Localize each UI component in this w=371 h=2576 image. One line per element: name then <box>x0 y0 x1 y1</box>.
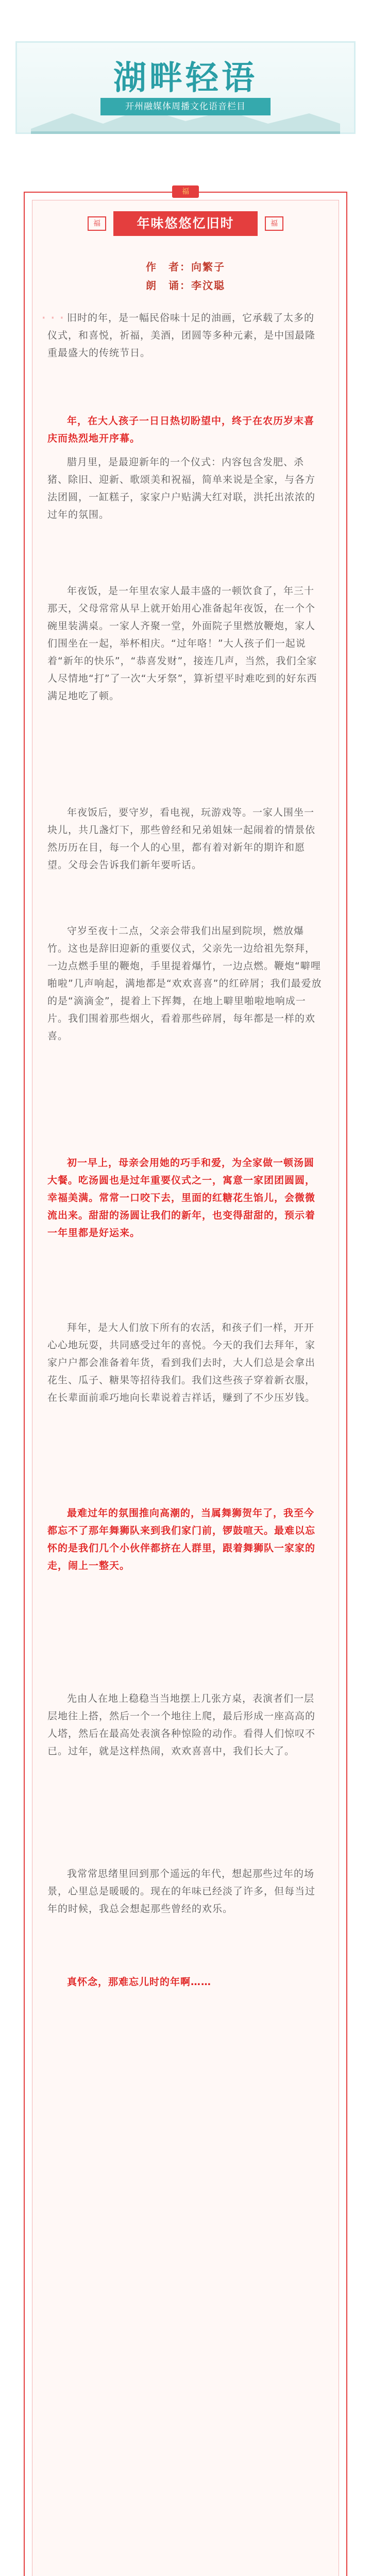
headline-ornament-left: 福 <box>88 216 106 231</box>
article-paragraph: 年夜饭，是一年里农家人最丰盛的一顿饮食了，年三十那天，父母常常从早上就开始用心准备起年夜饭，在一个个碗里装满桌。一家人齐聚一堂，外面院子里燃放鞭炮，家人们围坐在一起，举杯相庆。“过年咯！”大人孩子们一起说着“新年的快乐”，“恭喜发财”，接连几声，当然，我们全家人尽情地“打”了一次“大牙祭”，算祈望平时难吃到的好东西满足地吃了顿。 <box>47 585 317 702</box>
article-paragraph: 腊月里，是最迎新年的一个仪式：内容包含发肥、杀猪、除旧、迎新、歌颂美和祝福，简单来说是全家，与各方法团圆，一缸糕子，家家户户贴满大红对联，洪托出浓浓的过年的氛围。 <box>47 456 316 520</box>
banner-subtitle: 开州融媒体周播文化语音栏目 <box>100 98 271 115</box>
banner-title: 湖畔轻语 <box>113 59 258 97</box>
headline-ornament-right: 福 <box>265 216 283 231</box>
article-paragraph: 初一早上，母亲会用她的巧手和爱，为全家做一顿汤圆大餐。吃汤圆也是过年重要仪式之一，寓意一家团团圆圆，幸福美满。常常一口咬下去，里面的红糖花生馅儿，会微微流出来。甜甜的汤圆让我们的新年，也变得甜甜的，预示着一年里都是好运来。 <box>47 1157 316 1239</box>
article-paragraph: 我常常思绪里回到那个遥远的年代，想起那些过年的场景，心里总是暖暖的。现在的年味已经淡了许多，但每当过年的时候，我总会想起那些曾经的欢乐。 <box>47 1868 316 1914</box>
fu-tag-top: 福 <box>172 185 199 198</box>
article-paragraph: 旧时的年，是一幅民俗味十足的油画，它承载了太多的仪式，和喜悦，祈福，美酒，团圆等多种元素，是中国最隆重最盛大的传统节日。 <box>47 312 316 359</box>
dots-decoration: ··· <box>41 309 69 327</box>
reader-line: 朗 诵：李汶聪 <box>146 279 225 292</box>
article-paragraph: 守岁至夜十二点，父亲会带我们出屋到院坝，燃放爆竹。这也是辞旧迎新的重要仪式，父亲先一边给祖先祭拜，一边点燃手里的鞭炮，手里提着爆竹，一边点燃。鞭炮“噼哩啪啦”几声响起，满地都是“欢欢喜喜”的红碎屑；我们最爱放的是“滴滴金”，提着上下挥舞，在地上噼里啪啦地响成一片。我们围着那些烟火，看着那些碎屑，每年都是一样的欢喜。 <box>47 925 322 1042</box>
article-paragraph: 年夜饭后，要守岁，看电视，玩游戏等。一家人围坐一块儿，共几盏灯下，那些曾经和兄弟姐妹一起闹着的情景依然历历在目，每一个人的心里，都有着对新年的期许和愿望。父母会告诉我们新年要听话。 <box>47 807 316 871</box>
banner <box>0 0 371 170</box>
article-paragraph: 真怀念，那难忘儿时的年啊…… <box>67 1976 212 1988</box>
article-paragraph: 先由人在地上稳稳当当地摆上几张方桌，表演者们一层层地往上搭，然后一个一个地往上爬，最后形成一座高高的人塔，然后在最高处表演各种惊险的动作。看得人们惊叹不已。过年，就是这样热闹，欢欢喜喜中，我们长大了。 <box>47 1693 316 1757</box>
author-line: 作 者：向繁子 <box>146 261 225 273</box>
article-paragraph: 最难过年的氛围推向高潮的，当属舞狮贺年了，我至今都忘不了那年舞狮队来到我们家门前，锣鼓喧天。最难以忘怀的是我们几个小伙伴都挤在人群里，跟着舞狮队一家家的走，闹上一整天。 <box>47 1507 316 1571</box>
article-paragraph: 拜年，是大人们放下所有的农活，和孩子们一样，开开心心地玩耍，共同感受过年的喜悦。今天的我们去拜年，家家户户都会准备着年货，看到我们去时，大人们总是会拿出花生、瓜子、糖果等招待我们。我们这些孩子穿着新衣服，在长辈面前乖巧地向长辈说着吉祥话，赚到了不少压岁钱。 <box>47 1322 316 1403</box>
headline-band <box>77 211 294 236</box>
article-headline: 年味悠悠忆旧时 <box>113 211 258 236</box>
article-paragraph: 年，在大人孩子一日日热切盼望中，终于在农历岁末喜庆而热烈地开序幕。 <box>47 415 315 444</box>
